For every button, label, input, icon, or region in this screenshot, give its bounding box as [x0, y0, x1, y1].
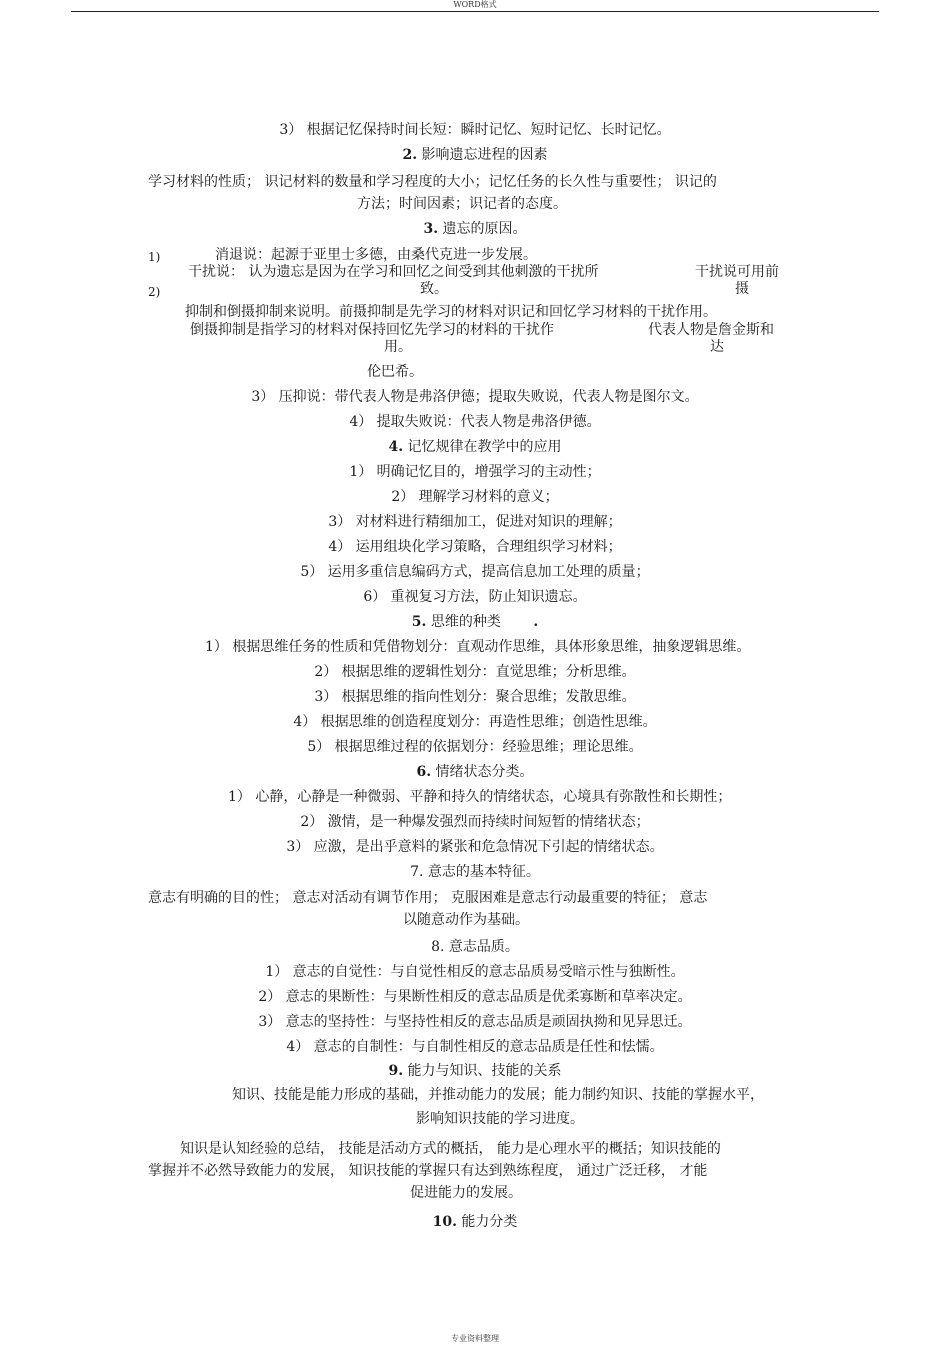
- heading-7: 7. 意志的基本特征。: [410, 864, 540, 880]
- will-quality-1: 1） 意志的自觉性：与自觉性相反的意志品质易受暗示性与独断性。: [265, 964, 685, 980]
- memory-rule-2: 2） 理解学习材料的意义；: [391, 489, 559, 505]
- heading-2-text: 影响遗忘进程的因素: [421, 147, 548, 163]
- paragraph-9-line-3: 知识是认知经验的总结， 技能是活动方式的概括， 能力是心理水平的概括；知识技能的: [180, 1141, 721, 1157]
- item-1-text: 消退说：起源于亚里士多德，由桑代克进一步发展。: [215, 247, 537, 263]
- heading-2: [150, 147, 800, 163]
- paragraph-9-line-2: 影响知识技能的学习进度。: [416, 1111, 584, 1127]
- heading-5-dot: .: [533, 614, 539, 630]
- heading-8: 8. 意志品质。: [431, 939, 519, 955]
- heading-10-number: 10.: [432, 1214, 457, 1230]
- header-rule: [71, 11, 879, 12]
- memory-rule-5: 5） 运用多重信息编码方式，提高信息加工处理的质量；: [300, 564, 650, 580]
- item-1-number: 1): [148, 250, 161, 264]
- paragraph-7-line-2: 以随意动作为基础。: [403, 912, 529, 928]
- emotion-state-2: 2） 激情，是一种爆发强烈而持续时间短暂的情绪状态；: [300, 814, 650, 830]
- page-footer: 专业资料整理: [451, 1334, 499, 1343]
- heading-9-number: 9.: [388, 1063, 404, 1079]
- heading-4-text: 记忆规律在教学中的应用: [407, 439, 562, 455]
- heading-9-text: 能力与知识、技能的关系: [407, 1063, 562, 1079]
- will-quality-2: 2） 意志的果断性：与果断性相反的意志品质是优柔寡断和草率决定。: [258, 989, 692, 1005]
- thinking-type-3: 3） 根据思维的指向性划分：聚合思维；发散思维。: [314, 689, 636, 705]
- item-2-line-f: 倒摄抑制是指学习的材料对保持回忆先学习的材料的干扰作: [190, 322, 554, 338]
- memory-rule-3: 3） 对材料进行精细加工，促进对知识的理解；: [328, 514, 622, 530]
- item-2-line-e: 抑制和倒摄抑制来说明。前摄抑制是先学习的材料对识记和回忆学习材料的干扰作用。: [185, 304, 717, 320]
- heading-10-text: 能力分类: [461, 1214, 518, 1230]
- item-2-line-h: 代表人物是詹金斯和: [648, 322, 774, 338]
- line-memory-duration: 3） 根据记忆保持时间长短：瞬时记忆、短时记忆、长时记忆。: [279, 122, 671, 138]
- item-4: 4） 提取失败说：代表人物是弗洛伊德。: [349, 414, 601, 430]
- heading-10: [150, 1214, 800, 1230]
- heading-4: [150, 439, 800, 455]
- memory-rule-4: 4） 运用组块化学习策略，合理组织学习材料；: [328, 539, 622, 555]
- memory-rule-6: 6） 重视复习方法，防止知识遗忘。: [363, 589, 587, 605]
- thinking-type-4: 4） 根据思维的创造程度划分：再造性思维；创造性思维。: [293, 714, 657, 730]
- item-2-line-d: 摄: [735, 281, 749, 297]
- will-quality-3: 3） 意志的坚持性：与坚持性相反的意志品质是顽固执拗和见异思迁。: [258, 1014, 692, 1030]
- heading-2-number: 2.: [402, 147, 418, 163]
- thinking-type-2: 2） 根据思维的逻辑性划分：直觉思维；分析思维。: [314, 664, 636, 680]
- item-2-line-b: 致。: [420, 281, 448, 297]
- item-3: 3） 压抑说：带代表人物是弗洛伊德；提取失败说，代表人物是图尔文。: [251, 389, 699, 405]
- memory-rule-1: 1） 明确记忆目的，增强学习的主动性；: [349, 464, 601, 480]
- item-2-line-a: 干扰说： 认为遗忘是因为在学习和回忆之间受到其他刺激的干扰所: [188, 264, 599, 280]
- heading-4-number: 4.: [388, 439, 404, 455]
- heading-6-number: 6.: [416, 764, 432, 780]
- heading-3: [150, 221, 800, 237]
- heading-3-number: 3.: [423, 221, 439, 237]
- emotion-state-1: 1） 心静，心静是一种微弱、平静和持久的情绪状态，心境具有弥散性和长期性；: [228, 789, 732, 805]
- thinking-type-5: 5） 根据思维过程的依据划分：经验思维；理论思维。: [307, 739, 643, 755]
- paragraph-9-line-5: 促进能力的发展。: [410, 1185, 522, 1201]
- thinking-type-1: 1） 根据思维任务的性质和凭借物划分：直观动作思维，具体形象思维，抽象逻辑思维。: [205, 639, 751, 655]
- paragraph-7-line-1: 意志有明确的目的性； 意志对活动有调节作用； 克服困难是意志行动最重要的特征； 意志: [148, 890, 708, 906]
- item-2-line-c: 干扰说可用前: [695, 264, 779, 280]
- paragraph-2-line-1: 学习材料的性质； 识记材料的数量和学习程度的大小；记忆任务的长久性与重要性； 识记的: [148, 174, 717, 190]
- item-2-line-g: 用。: [384, 339, 412, 355]
- heading-5: [150, 614, 800, 630]
- emotion-state-3: 3） 应激，是出乎意料的紧张和危急情况下引起的情绪状态。: [286, 839, 664, 855]
- page-header: WORD格式: [453, 0, 497, 9]
- paragraph-9-line-4: 掌握并不必然导致能力的发展， 知识技能的掌握只有达到熟练程度， 通过广泛迁移， 才能: [148, 1163, 708, 1179]
- will-quality-4: 4） 意志的自制性：与自制性相反的意志品质是任性和怯懦。: [286, 1039, 664, 1055]
- heading-3-text: 遗忘的原因。: [442, 221, 527, 237]
- item-2-line-i: 达: [710, 339, 724, 355]
- paragraph-2-line-2: 方法；时间因素；识记者的态度。: [357, 196, 567, 212]
- item-2-line-j: 伦巴希。: [367, 364, 423, 380]
- paragraph-9-line-1: 知识、技能是能力形成的基础，并推动能力的发展；能力制约知识、技能的掌握水平，: [232, 1087, 764, 1103]
- heading-9: [150, 1063, 800, 1079]
- heading-5-text: 思维的种类: [430, 614, 501, 630]
- item-2-number: 2): [148, 285, 161, 299]
- heading-6-text: 情绪状态分类。: [435, 764, 534, 780]
- heading-5-number: 5.: [411, 614, 427, 630]
- heading-6: [150, 764, 800, 780]
